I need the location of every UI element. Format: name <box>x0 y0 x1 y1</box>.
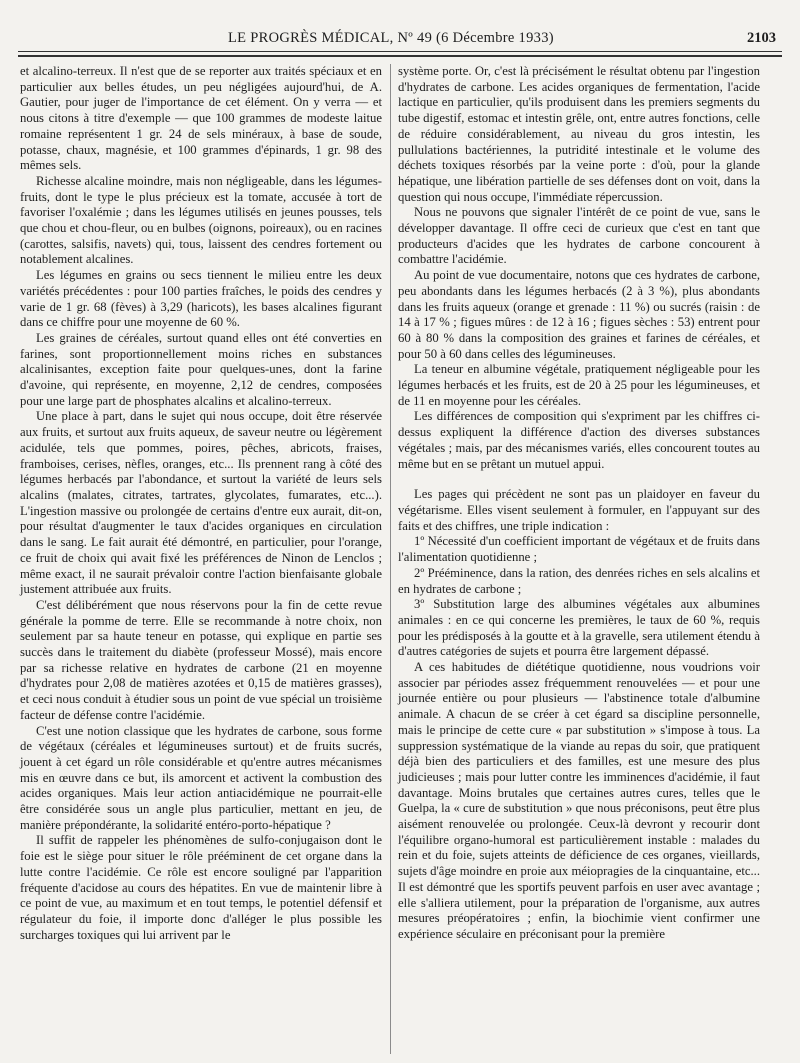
paragraph: C'est délibérément que nous réservons pour la fin de cette revue générale la pomme de terre. Elle se recommande à notre choix, non seulement par sa haute teneur en potasse, qui explique en partie ses succès dans le traitement du diabète (professeur Mossé), mais encore par sa richesse relative en hydrates de carbone (21 en moyenne d'hydrates pour 2,08 de matières azotées et 0,15 de matières grasses), et ceci nous conduit à étudier sous un point de vue spécial un troisième facteur de défense contre l'acidémie. <box>20 597 382 722</box>
list-item: 2º Prééminence, dans la ration, des denrées riches en sels alcalins et en hydrates de carbone ; <box>398 565 760 596</box>
paragraph: Les graines de céréales, surtout quand elles ont été converties en farines, sont proportionnellement moins riches en substances alcalinisantes, exception faite pour quelques-unes, dont la farine d'avoine, qui représente, en moyenne, 2,12 de cendres, composées pour une large part de phosphates alcalins et alcalino-terreux. <box>20 330 382 408</box>
paragraph: Une place à part, dans le sujet qui nous occupe, doit être réservée aux fruits, et surtout aux fruits aqueux, de saveur neutre ou légèrement acidulée, tels que pommes, poires, pêches, abricots, fraises, framboises, cerises, nèfles, oranges, etc... Ils prennent rang à côté des légumes herbacés par l'abondance, et surtout la variété de leurs sels alcalins (malates, citrates, tartrates, glycolates, fumarates, etc...). L'ingestion massive ou prolongée de certains d'entre eux aurait, dit-on, pour résultat d'augmenter le taux d'acides organiques en circulation dans le sang. Le fait aurait été démontré, en particulier, pour l'orange, ce fruit de choix qui avait fixé les préférences de Ninon de Lenclos ; même exact, il ne saurait prévaloir contre l'action bienfaisante globale justement attribuée aux fruits. <box>20 409 382 597</box>
header-rule-thick <box>18 55 782 57</box>
paragraph: système porte. Or, c'est là précisément le résultat obtenu par l'ingestion d'hydrates de carbone. Les acides organiques de fermentation, l'acide lactique en particulier, qu'ils produisent dans les premiers segments du tube digestif, estomac et intestin grêle, ont, entre autres fonctions, celle de réduire considérablement, au niveau du gros intestin, les pullulations bactériennes, la putridité intestinale et le volume des déchets toxiques résorbés par la veine porte : d'où, pour la glande hépatique, une libération partielle de ses défenses dont on voit, dans la question qui nous occupe, l'immédiate répercussion. <box>398 64 760 204</box>
list-item: 1º Nécessité d'un coefficient important de végétaux et de fruits dans l'alimentation quotidienne ; <box>398 534 760 565</box>
paragraph: et alcalino-terreux. Il n'est que de se reporter aux traités spéciaux et en particulier aux belles études, un peu négligées aujourd'hui, de A. Gautier, pour juger de l'importance de cet élément. On y verra — et nous citons à titre d'exemple — que 100 grammes de modeste laitue romaine représentent 1 gr. 24 de sels minéraux, à base de soude, potasse, chaux, magnésie, et 100 grammes d'épinards, 1 gr. 98 des mêmes sels. <box>20 64 382 173</box>
paragraph: Les pages qui précèdent ne sont pas un plaidoyer en faveur du végétarisme. Elles visent seulement à formuler, en l'appuyant sur des faits et des chiffres, une triple indication : <box>398 487 760 533</box>
paragraph: Il suffit de rappeler les phénomènes de sulfo-conjugaison dont le foie est le siège pour situer le rôle prééminent de cet organe dans la lutte contre l'acidémie. Ce rôle est encore souligné par l'apparition fréquente d'acidose au cours des hépatites. En vue de maintenir libre à ce point de vue, au maximum et en tout temps, le potentiel défensif et régulateur du foie, il importe donc d'alléger le plus possible les surcharges toxiques qui lui arrivent par le <box>20 833 382 942</box>
paragraph: Les légumes en grains ou secs tiennent le milieu entre les deux variétés précédentes : pour 100 parties fraîches, le poids des cendres y varie de 1 gr. 68 (fèves) à 3,29 (haricots), les bases alcalines figurant dans ce chiffre pour une moyenne de 60 %. <box>20 268 382 330</box>
column-divider <box>390 64 391 1054</box>
paragraph: A ces habitudes de diététique quotidienne, nous voudrions voir associer par périodes assez fréquemment renouvelées — et pour une journée entière ou pour plusieurs — l'abstinence totale d'albumine animale. A chacun de se créer à cet égard sa discipline personnelle, mais le principe de cette cure « par substitution » s'impose à tous. La suppression systématique de la viande au repas du soir, que pratiquent déjà bien des particuliers et des familles, est une mesure des plus judicieuses ; mais pour lutter contre les imminences d'acidémie, il faut davantage. Moins brutales que certaines autres cures, telles que le Guelpa, la « cure de substitution » que nous préconisons, peut être plus aisément renouvelée ou prolongée. Ceux-là devront y recourir dont l'équilibre organo-humoral est particulièrement instable : malades du rein et du foie, sujets atteints de déficience de ces organes, vieillards, sujets d'âge moindre en proie aux méiopragies de la cinquantaine, etc... Il est démontré que les sportifs peuvent parfois en user avec avantage ; elle s'alliera utilement, pour la préparation de l'organisme, aux autres mesures préopératoires ; enfin, la biochimie vient confirmer une expérience séculaire en préconisant pour la première <box>398 660 760 941</box>
paragraph: Richesse alcaline moindre, mais non négligeable, dans les légumes-fruits, dont le type le plus précieux est la tomate, accusée à tort de favoriser l'oxalémie ; dans les légumes utilisés en jeunes pousses, tels que chou et chou-fleur, ou en bulbes (oignons, poireaux), ou en racines (carottes, salsifis, navets) qui, tous, laissent des cendres fortement ou notablement alcalines. <box>20 173 382 267</box>
paragraph: Nous ne pouvons que signaler l'intérêt de ce point de vue, sans le développer davantage. Il offre ceci de curieux que c'est en tant que producteurs d'acides que les hydrates de carbone concourent à combattre l'acidémie. <box>398 205 760 267</box>
paragraph: C'est une notion classique que les hydrates de carbone, sous forme de végétaux (céréales et légumineuses surtout) et de fruits sucrés, jouent à cet égard un rôle considérable et qu'entre autres mécanismes mis en œuvre dans ce but, ils amorcent et activent la combustion des acides organiques. Mais leur action antiacidémique ne pourrait-elle être considérée sous un angle plus particulier, mettant en jeu, de manière prépondérante, la solidarité entéro-porto-hépatique ? <box>20 723 382 832</box>
header-rule-thin <box>18 51 782 52</box>
list-item: 3º Substitution large des albumines végétales aux albumines animales : en ce qui concerne les premières, le taux de 60 %, requis pour les prédisposés à la goutte et à la gravelle, sera utilement étendu à d'autres catégories de sujets et pourra être largement dépassé. <box>398 597 760 659</box>
running-title: LE PROGRÈS MÉDICAL, Nº 49 (6 Décembre 1933) <box>228 30 554 46</box>
paragraph: Les différences de composition qui s'expriment par les chiffres ci-dessus expliquent la différence d'action des diverses substances végétales ; mais, par des mécanismes variés, elles concourent toutes au même but en se prêtant un mutuel appui. <box>398 409 760 471</box>
paragraph: Au point de vue documentaire, notons que ces hydrates de carbone, peu abondants dans les légumes herbacés (2 à 3 %), plus abondants dans les fruits aqueux (orange et grenade : 11 %) ou sucrés (raisin : de 14 à 17 % ; figues mûres : de 12 à 16 ; figues sèches : 53) entrent pour 60 à 80 % dans la composition des graines et farines de céréales, et pour 50 à 60 dans celles des légumineuses. <box>398 268 760 361</box>
paragraph: La teneur en albumine végétale, pratiquement négligeable pour les légumes herbacés et les fruits, est de 20 à 25 pour les légumineuses, et de 11 en moyenne pour les céréales. <box>398 362 760 408</box>
left-column <box>20 64 382 943</box>
page-number: 2103 <box>747 30 776 46</box>
right-column <box>398 64 760 943</box>
